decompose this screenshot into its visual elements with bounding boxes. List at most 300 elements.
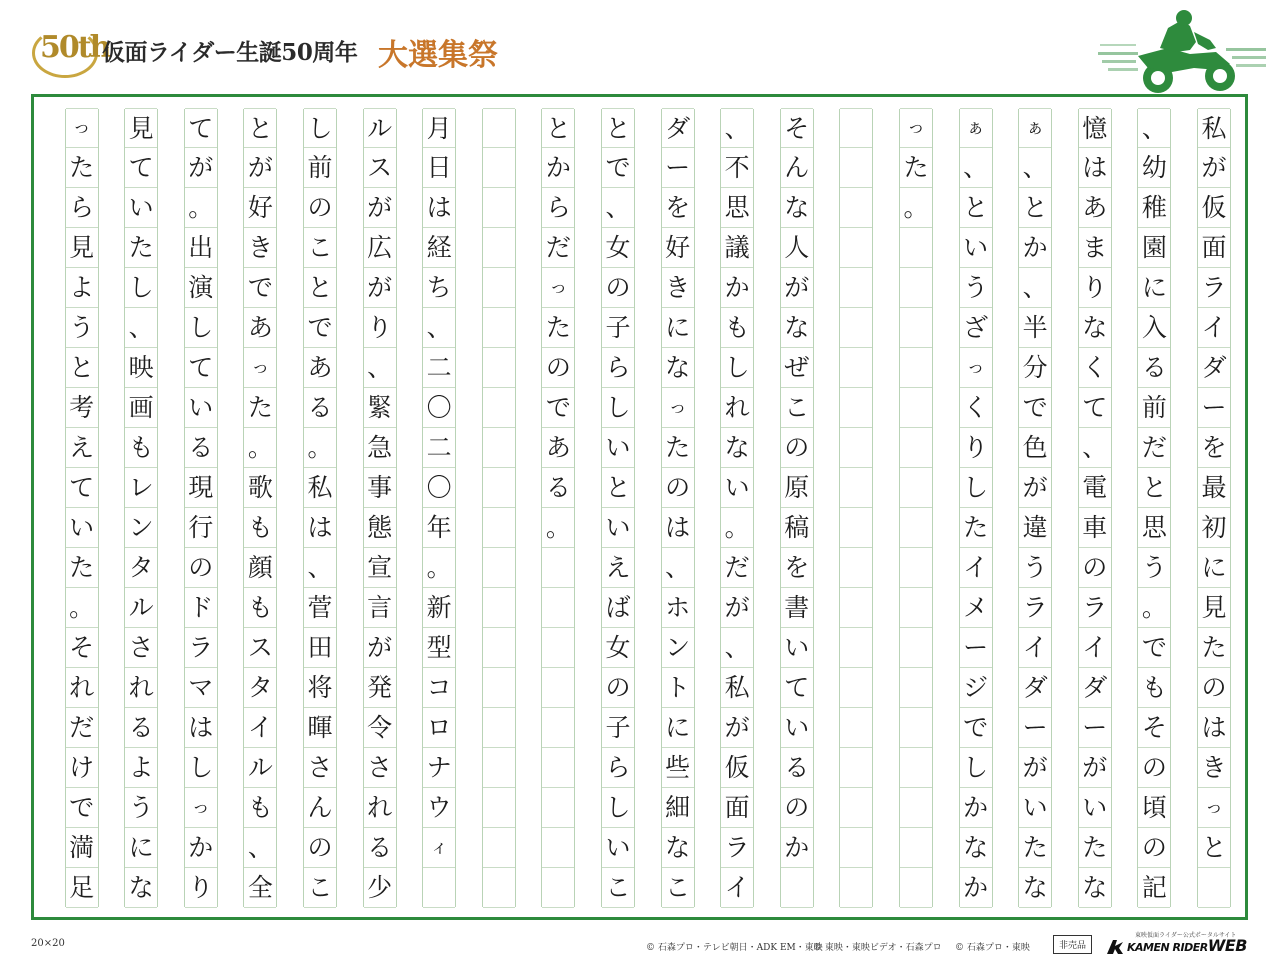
- manuscript-cell: し: [185, 748, 217, 788]
- manuscript-cell: 将: [304, 668, 336, 708]
- manuscript-cell: ん: [304, 788, 336, 828]
- manuscript-cell: メ: [960, 588, 992, 628]
- manuscript-cell: [840, 588, 872, 628]
- manuscript-cell: 見: [125, 108, 157, 148]
- manuscript-cell: ら: [602, 748, 634, 788]
- manuscript-cell: ー: [662, 148, 694, 188]
- manuscript-cell: 私: [1198, 108, 1230, 148]
- manuscript-cell: か: [542, 148, 574, 188]
- manuscript-cell: 言: [364, 588, 396, 628]
- manuscript-cell: と: [304, 268, 336, 308]
- manuscript-cell: [840, 708, 872, 748]
- manuscript-cell: が: [364, 628, 396, 668]
- manuscript-cell: 、: [1138, 108, 1170, 148]
- manuscript-cell: [840, 148, 872, 188]
- manuscript-cell: 稿: [781, 508, 813, 548]
- page-title: 仮面ライダー生誕50周年: [102, 39, 358, 66]
- manuscript-cell: は: [1198, 708, 1230, 748]
- manuscript-cell: の: [304, 828, 336, 868]
- manuscript-cell: ー: [1198, 388, 1230, 428]
- manuscript-cell: さ: [304, 748, 336, 788]
- manuscript-cell: よ: [125, 748, 157, 788]
- manuscript-cell: の: [662, 468, 694, 508]
- manuscript-cell: 菅: [304, 588, 336, 628]
- manuscript-cell: 好: [244, 188, 276, 228]
- manuscript-cell: け: [66, 748, 98, 788]
- manuscript-cell: っ: [542, 268, 574, 308]
- manuscript-cell: 、: [960, 148, 992, 188]
- manuscript-cell: が: [364, 188, 396, 228]
- manuscript-column: [839, 109, 873, 907]
- rider-logo-icon: [1105, 938, 1125, 956]
- manuscript-cell: い: [602, 428, 634, 468]
- manuscript-cell: は: [662, 508, 694, 548]
- manuscript-cell: 態: [364, 508, 396, 548]
- manuscript-cell: ダ: [1079, 668, 1111, 708]
- manuscript-cell: の: [781, 788, 813, 828]
- manuscript-cell: は: [1079, 148, 1111, 188]
- manuscript-cell: た: [66, 548, 98, 588]
- manuscript-column: [959, 109, 993, 907]
- manuscript-cell: 年: [423, 508, 455, 548]
- manuscript-cell: [483, 348, 515, 388]
- manuscript-cell: て: [185, 108, 217, 148]
- manuscript-cell: 些: [662, 748, 694, 788]
- manuscript-cell: こ: [662, 868, 694, 908]
- manuscript-cell: 画: [125, 388, 157, 428]
- manuscript-cell: 満: [66, 828, 98, 868]
- manuscript-cell: ダ: [1019, 668, 1051, 708]
- manuscript-cell: 初: [1198, 508, 1230, 548]
- manuscript-column: [661, 109, 695, 907]
- manuscript-cell: [542, 708, 574, 748]
- manuscript-cell: [483, 388, 515, 428]
- manuscript-cell: 車: [1079, 508, 1111, 548]
- manuscript-cell: て: [1079, 388, 1111, 428]
- manuscript-cell: [542, 628, 574, 668]
- manuscript-cell: 仮: [1198, 188, 1230, 228]
- manuscript-cell: っ: [66, 108, 98, 148]
- manuscript-cell: [840, 628, 872, 668]
- manuscript-cell: 色: [1019, 428, 1051, 468]
- manuscript-cell: れ: [364, 788, 396, 828]
- manuscript-cell: が: [1079, 748, 1111, 788]
- manuscript-cell: [483, 668, 515, 708]
- manuscript-cell: れ: [721, 388, 753, 428]
- manuscript-cell: タ: [125, 548, 157, 588]
- manuscript-cell: と: [960, 188, 992, 228]
- manuscript-cell: 稚: [1138, 188, 1170, 228]
- manuscript-cell: 思: [1138, 508, 1170, 548]
- manuscript-cell: て: [781, 668, 813, 708]
- manuscript-cell: の: [542, 348, 574, 388]
- manuscript-cell: 見: [1198, 588, 1230, 628]
- manuscript-cell: 分: [1019, 348, 1051, 388]
- manuscript-cell: こ: [781, 388, 813, 428]
- manuscript-cell: [840, 228, 872, 268]
- anniversary-emblem-icon: [30, 26, 110, 76]
- manuscript-cell: 違: [1019, 508, 1051, 548]
- manuscript-cell: だ: [1138, 428, 1170, 468]
- manuscript-cell: [483, 228, 515, 268]
- manuscript-cell: [840, 468, 872, 508]
- manuscript-cell: え: [66, 428, 98, 468]
- manuscript-cell: た: [66, 148, 98, 188]
- manuscript-cell: [542, 748, 574, 788]
- manuscript-cell: そ: [66, 628, 98, 668]
- manuscript-cell: [483, 868, 515, 908]
- manuscript-cell: 仮: [721, 748, 753, 788]
- manuscript-cell: ん: [781, 148, 813, 188]
- manuscript-column: [601, 109, 635, 907]
- manuscript-cell: ダ: [1198, 348, 1230, 388]
- manuscript-cell: っ: [960, 348, 992, 388]
- manuscript-cell: る: [185, 428, 217, 468]
- manuscript-cell: っ: [244, 348, 276, 388]
- manuscript-cell: か: [960, 788, 992, 828]
- manuscript-cell: う: [960, 268, 992, 308]
- manuscript-column: [780, 109, 814, 907]
- manuscript-cell: 、: [304, 548, 336, 588]
- manuscript-cell: て: [66, 468, 98, 508]
- manuscript-cell: な: [125, 868, 157, 908]
- manuscript-cell: と: [244, 108, 276, 148]
- manuscript-cell: 〇: [423, 388, 455, 428]
- manuscript-cell: た: [125, 228, 157, 268]
- manuscript-cell: な: [781, 308, 813, 348]
- copyright-credit-3: © 石森プロ・東映: [955, 943, 1030, 953]
- manuscript-cell: こ: [304, 228, 336, 268]
- manuscript-cell: な: [1019, 868, 1051, 908]
- manuscript-cell: 型: [423, 628, 455, 668]
- manuscript-cell: 月: [423, 108, 455, 148]
- manuscript-cell: る: [542, 468, 574, 508]
- manuscript-cell: 、: [602, 188, 634, 228]
- manuscript-cell: [900, 228, 932, 268]
- manuscript-cell: [900, 508, 932, 548]
- manuscript-cell: と: [602, 468, 634, 508]
- manuscript-cell: 歌: [244, 468, 276, 508]
- manuscript-column: [541, 109, 575, 907]
- manuscript-cell: [840, 188, 872, 228]
- manuscript-cell: し: [602, 388, 634, 428]
- manuscript-cell: た: [900, 148, 932, 188]
- manuscript-cell: 、: [1019, 148, 1051, 188]
- manuscript-cell: ラ: [721, 828, 753, 868]
- manuscript-cell: コ: [423, 668, 455, 708]
- manuscript-cell: 、: [244, 828, 276, 868]
- manuscript-cell: あ: [542, 428, 574, 468]
- manuscript-cell: [423, 868, 455, 908]
- manuscript-cell: 新: [423, 588, 455, 628]
- manuscript-cell: は: [185, 708, 217, 748]
- manuscript-cell: 少: [364, 868, 396, 908]
- site-brand: [1127, 936, 1247, 955]
- manuscript-cell: ー: [960, 628, 992, 668]
- manuscript-cell: く: [960, 388, 992, 428]
- manuscript-cell: に: [662, 308, 694, 348]
- manuscript-cell: の: [602, 268, 634, 308]
- manuscript-cell: ス: [364, 148, 396, 188]
- manuscript-cell: ち: [423, 268, 455, 308]
- manuscript-cell: 。: [244, 428, 276, 468]
- manuscript-cell: ら: [66, 188, 98, 228]
- manuscript-cell: か: [721, 268, 753, 308]
- manuscript-cell: [483, 748, 515, 788]
- manuscript-cell: [483, 468, 515, 508]
- manuscript-cell: あ: [244, 308, 276, 348]
- manuscript-cell: 現: [185, 468, 217, 508]
- manuscript-cell: 、: [423, 308, 455, 348]
- manuscript-cell: で: [542, 388, 574, 428]
- manuscript-cell: 、: [125, 308, 157, 348]
- manuscript-cell: [900, 828, 932, 868]
- manuscript-cell: そ: [781, 108, 813, 148]
- manuscript-cell: 女: [602, 228, 634, 268]
- manuscript-cell: り: [1079, 268, 1111, 308]
- manuscript-cell: ウ: [423, 788, 455, 828]
- manuscript-cell: も: [244, 588, 276, 628]
- manuscript-cell: 事: [364, 468, 396, 508]
- manuscript-cell: [840, 668, 872, 708]
- manuscript-cell: [840, 748, 872, 788]
- manuscript-cell: イ: [244, 708, 276, 748]
- manuscript-cell: 二: [423, 348, 455, 388]
- manuscript-cell: ぁ: [1019, 108, 1051, 148]
- manuscript-cell: 記: [1138, 868, 1170, 908]
- manuscript-cell: 思: [721, 188, 753, 228]
- manuscript-cell: が: [721, 708, 753, 748]
- manuscript-column: [363, 109, 397, 907]
- manuscript-cell: ラ: [1198, 268, 1230, 308]
- manuscript-column: [124, 109, 158, 907]
- manuscript-cell: ま: [1079, 228, 1111, 268]
- manuscript-cell: あ: [1079, 188, 1111, 228]
- manuscript-cell: 足: [66, 868, 98, 908]
- manuscript-cell: 経: [423, 228, 455, 268]
- manuscript-cell: 令: [364, 708, 396, 748]
- manuscript-cell: 子: [602, 708, 634, 748]
- site-tagline: 東映仮面ライダー公式ポータルサイト: [1135, 932, 1237, 939]
- manuscript-cell: な: [662, 828, 694, 868]
- manuscript-cell: よ: [66, 268, 98, 308]
- manuscript-column: [243, 109, 277, 907]
- manuscript-cell: 、: [364, 348, 396, 388]
- manuscript-cell: る: [1138, 348, 1170, 388]
- manuscript-cell: で: [602, 148, 634, 188]
- manuscript-cell: っ: [900, 108, 932, 148]
- manuscript-cell: な: [1079, 868, 1111, 908]
- manuscript-cell: [542, 868, 574, 908]
- manuscript-cell: イ: [960, 548, 992, 588]
- manuscript-cell: 、: [721, 628, 753, 668]
- manuscript-cell: う: [1138, 548, 1170, 588]
- manuscript-cell: た: [542, 308, 574, 348]
- manuscript-cell: [900, 708, 932, 748]
- manuscript-cell: い: [185, 388, 217, 428]
- manuscript-column: [1137, 109, 1171, 907]
- manuscript-cell: [840, 828, 872, 868]
- manuscript-cell: [840, 108, 872, 148]
- manuscript-cell: き: [1198, 748, 1230, 788]
- manuscript-cell: [483, 548, 515, 588]
- manuscript-cell: な: [960, 828, 992, 868]
- manuscript-cell: ー: [1079, 708, 1111, 748]
- manuscript-cell: た: [960, 508, 992, 548]
- manuscript-cell: を: [1198, 428, 1230, 468]
- manuscript-cell: と: [66, 348, 98, 388]
- manuscript-cell: 、: [1079, 428, 1111, 468]
- manuscript-cell: い: [602, 508, 634, 548]
- manuscript-cell: に: [125, 828, 157, 868]
- copyright-credit-1: © 石森プロ・テレビ朝日・ADK EM・東映: [646, 943, 823, 953]
- manuscript-cell: 行: [185, 508, 217, 548]
- manuscript-cell: し: [721, 348, 753, 388]
- manuscript-cell: 見: [66, 228, 98, 268]
- manuscript-cell: あ: [304, 348, 336, 388]
- manuscript-cell: ぁ: [960, 108, 992, 148]
- manuscript-cell: り: [364, 308, 396, 348]
- manuscript-cell: [900, 268, 932, 308]
- manuscript-cell: 出: [185, 228, 217, 268]
- manuscript-cell: ド: [185, 588, 217, 628]
- manuscript-cell: の: [781, 428, 813, 468]
- manuscript-cell: 。: [721, 508, 753, 548]
- manuscript-cell: 。: [900, 188, 932, 228]
- manuscript-cell: イ: [1079, 628, 1111, 668]
- manuscript-cell: [483, 108, 515, 148]
- manuscript-cell: [840, 348, 872, 388]
- manuscript-cell: [900, 428, 932, 468]
- manuscript-cell: と: [1138, 468, 1170, 508]
- manuscript-cell: [900, 348, 932, 388]
- manuscript-cell: ラ: [1079, 588, 1111, 628]
- manuscript-cell: イ: [721, 868, 753, 908]
- manuscript-cell: 書: [781, 588, 813, 628]
- manuscript-cell: っ: [1198, 788, 1230, 828]
- manuscript-cell: う: [125, 788, 157, 828]
- manuscript-cell: し: [125, 268, 157, 308]
- manuscript-cell: イ: [1019, 628, 1051, 668]
- manuscript-cell: れ: [66, 668, 98, 708]
- manuscript-cell: [781, 868, 813, 908]
- manuscript-cell: 演: [185, 268, 217, 308]
- manuscript-cell: い: [721, 468, 753, 508]
- manuscript-cell: る: [364, 828, 396, 868]
- manuscript-cell: の: [1198, 668, 1230, 708]
- manuscript-cell: う: [1019, 548, 1051, 588]
- copyright-credit-2: © 東映・東映ビデオ・石森プロ: [813, 943, 942, 953]
- manuscript-cell: [542, 828, 574, 868]
- manuscript-cell: 前: [1138, 388, 1170, 428]
- emblem-text: 50th: [40, 30, 110, 65]
- manuscript-column: [1018, 109, 1052, 907]
- manuscript-cell: 前: [304, 148, 336, 188]
- manuscript-cell: き: [662, 268, 694, 308]
- manuscript-cell: だ: [542, 228, 574, 268]
- header: [0, 0, 1280, 92]
- manuscript-cell: が: [1019, 748, 1051, 788]
- manuscript-cell: 電: [1079, 468, 1111, 508]
- manuscript-cell: 原: [781, 468, 813, 508]
- manuscript-cell: ル: [125, 588, 157, 628]
- manuscript-cell: 。: [423, 548, 455, 588]
- manuscript-cell: が: [244, 148, 276, 188]
- manuscript-cell: 。: [304, 428, 336, 468]
- manuscript-cell: ン: [662, 628, 694, 668]
- not-for-sale-badge: 非売品: [1053, 935, 1092, 954]
- manuscript-cell: 半: [1019, 308, 1051, 348]
- manuscript-cell: も: [244, 788, 276, 828]
- manuscript-cell: 広: [364, 228, 396, 268]
- manuscript-cell: で: [66, 788, 98, 828]
- manuscript-paper: [31, 94, 1248, 920]
- manuscript-cell: [900, 788, 932, 828]
- manuscript-cell: が: [781, 268, 813, 308]
- manuscript-cell: そ: [1138, 708, 1170, 748]
- manuscript-cell: こ: [304, 868, 336, 908]
- motorcycle-rider-icon: [1098, 8, 1270, 100]
- manuscript-cell: っ: [185, 788, 217, 828]
- manuscript-cell: し: [960, 748, 992, 788]
- manuscript-cell: ス: [244, 628, 276, 668]
- manuscript-cell: た: [1019, 828, 1051, 868]
- manuscript-cell: [900, 388, 932, 428]
- manuscript-cell: [542, 788, 574, 828]
- manuscript-cell: [483, 188, 515, 228]
- manuscript-cell: を: [662, 188, 694, 228]
- manuscript-cell: な: [1079, 308, 1111, 348]
- manuscript-cell: が: [721, 588, 753, 628]
- manuscript-cell: 考: [66, 388, 98, 428]
- manuscript-cell: て: [185, 348, 217, 388]
- manuscript-column: [1197, 109, 1231, 907]
- manuscript-cell: 、: [1019, 268, 1051, 308]
- manuscript-cell: い: [781, 628, 813, 668]
- manuscript-cell: 宣: [364, 548, 396, 588]
- manuscript-cell: 急: [364, 428, 396, 468]
- manuscript-cell: [900, 628, 932, 668]
- manuscript-cell: ル: [364, 108, 396, 148]
- manuscript-cell: 日: [423, 148, 455, 188]
- manuscript-cell: い: [781, 708, 813, 748]
- manuscript-cell: ィ: [423, 828, 455, 868]
- manuscript-cell: で: [244, 268, 276, 308]
- manuscript-cell: な: [662, 348, 694, 388]
- manuscript-cell: [840, 788, 872, 828]
- manuscript-cell: [900, 548, 932, 588]
- manuscript-cell: を: [781, 548, 813, 588]
- manuscript-cell: [483, 788, 515, 828]
- manuscript-cell: ざ: [960, 308, 992, 348]
- manuscript-cell: 。: [66, 588, 98, 628]
- manuscript-cell: ぜ: [781, 348, 813, 388]
- manuscript-cell: イ: [1198, 308, 1230, 348]
- manuscript-cell: [483, 628, 515, 668]
- manuscript-cell: マ: [185, 668, 217, 708]
- manuscript-cell: 女: [602, 628, 634, 668]
- manuscript-cell: し: [185, 308, 217, 348]
- manuscript-cell: に: [1138, 268, 1170, 308]
- footer: [0, 926, 1280, 968]
- manuscript-cell: と: [602, 108, 634, 148]
- manuscript-cell: と: [1019, 188, 1051, 228]
- manuscript-cell: 子: [602, 308, 634, 348]
- manuscript-cell: 入: [1138, 308, 1170, 348]
- manuscript-cell: か: [960, 868, 992, 908]
- manuscript-cell: 、: [721, 108, 753, 148]
- manuscript-cell: い: [66, 508, 98, 548]
